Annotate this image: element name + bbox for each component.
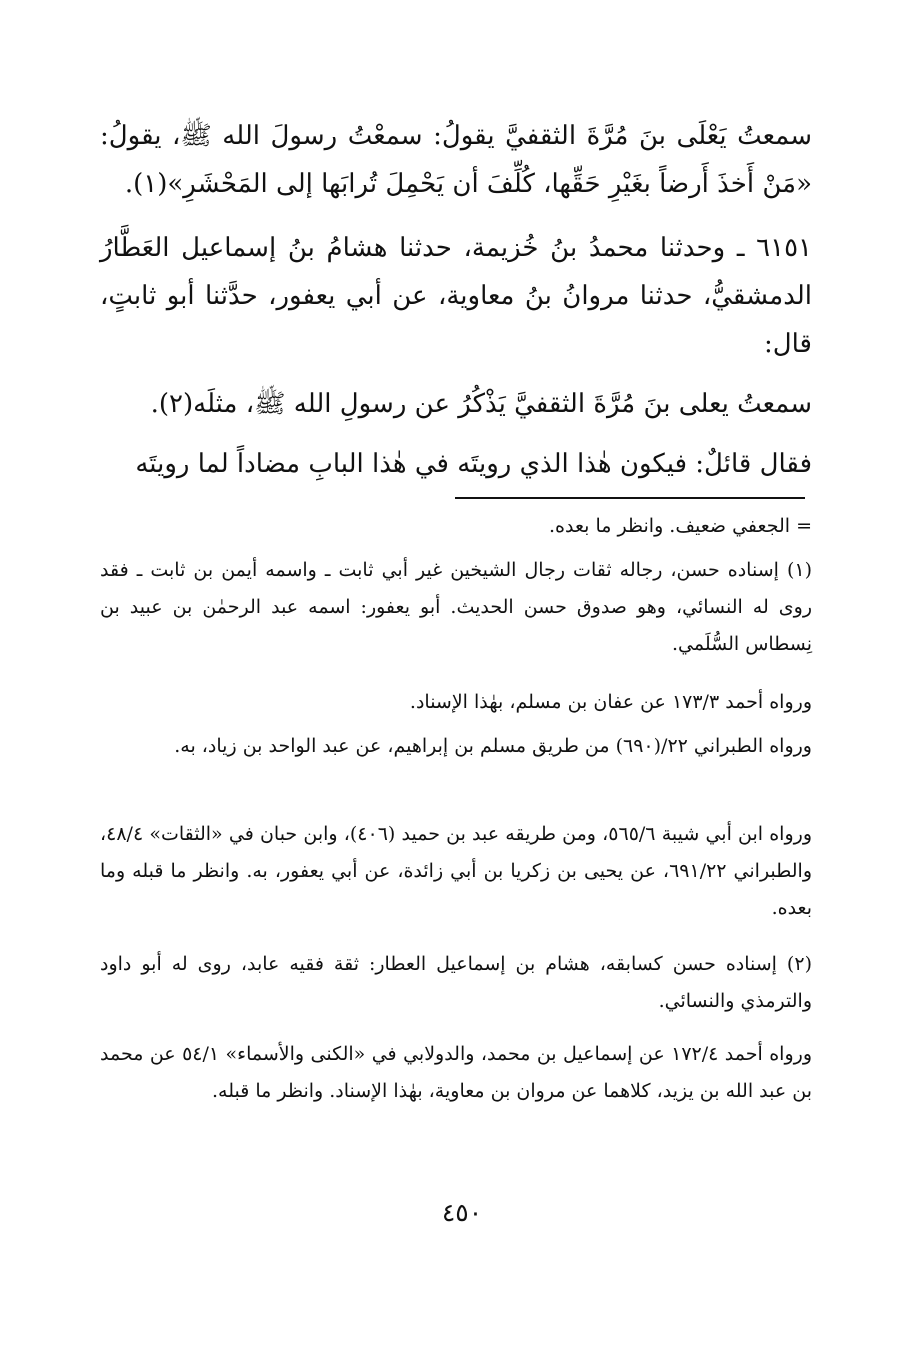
footnote-separator [455, 497, 805, 499]
footnote-2-ahmad: ورواه أحمد ١٧٢/٤ عن إسماعيل بن محمد، والدولابي في «الكنى والأسماء» ٥٤/١ عن محمد بن عبد الله بن يزيد، كلاهما عن مروان بن معاوية، بهٰذا الإسناد. وانظر ما قبله. [100, 1043, 812, 1102]
footnote-continuation: = الجعفي ضعيف. وانظر ما بعده. [548, 515, 812, 537]
footnote-1-ahmad: ورواه أحمد ١٧٣/٣ عن عفان بن مسلم، بهٰذا الإسناد. [409, 691, 812, 713]
footnote-1-ibn-abi-shayba: ورواه ابن أبي شيبة ٥٦٥/٦، ومن طريقه عبد بن حميد (٤٠٦)، وابن حبان في «الثقات» ٤٨/٤، والطبراني ٦٩١/٢٢، عن يحيى بن زكريا بن أبي زائدة، عن أبي يعفور، به. وانظر ما قبله وما بعده. [100, 823, 812, 919]
footnote-1: (١) إسناده حسن، رجاله ثقات رجال الشيخين غير أبي ثابت ـ واسمه أيمن بن ثابت ـ فقد روى له النسائي، وهو صدوق حسن الحديث. أبو يعفور: اسمه عبد الرحمٰن بن عبيد بن نِسطاس السُّلَمي. [100, 559, 812, 655]
main-paragraph-2: ٦١٥١ ـ وحدثنا محمدُ بنُ خُزيمة، حدثنا هشامُ بنُ إسماعيل العَطَّارُ الدمشقيُّ، حدثنا مروانُ بنُ معاوية، عن أبي يعفور، حدَّثنا أبو ثابتٍ، قال: [100, 233, 812, 359]
footnote-2: (٢) إسناده حسن كسابقه، هشام بن إسماعيل العطار: ثقة فقيه عابد، روى له أبو داود والترمذي والنسائي. [100, 953, 812, 1012]
page-number: ٤٥٠ [441, 1198, 483, 1227]
main-paragraph-1: سمعتُ يَعْلَى بنَ مُرَّةَ الثقفيَّ يقولُ: سمعْتُ رسولَ الله ﷺ، يقولُ: «مَنْ أَخذَ أَرضاً بغَيْرِ حَقِّها، كُلِّفَ أن يَحْمِلَ تُرابَها إلى المَحْشَرِ»(١). [100, 121, 812, 199]
main-paragraph-3: سمعتُ يعلى بنَ مُرَّةَ الثقفيَّ يَذْكُرُ عن رسولِ الله ﷺ، مثلَه(٢). [150, 389, 812, 419]
main-paragraph-4: فقال قائلٌ: فيكون هٰذا الذي رويتَه في هٰذا البابِ مضاداً لما رويتَه [135, 449, 812, 479]
footnote-1-tabarani: ورواه الطبراني ٢٢/(٦٩٠) من طريق مسلم بن إبراهيم، عن عبد الواحد بن زياد، به. [174, 735, 812, 757]
